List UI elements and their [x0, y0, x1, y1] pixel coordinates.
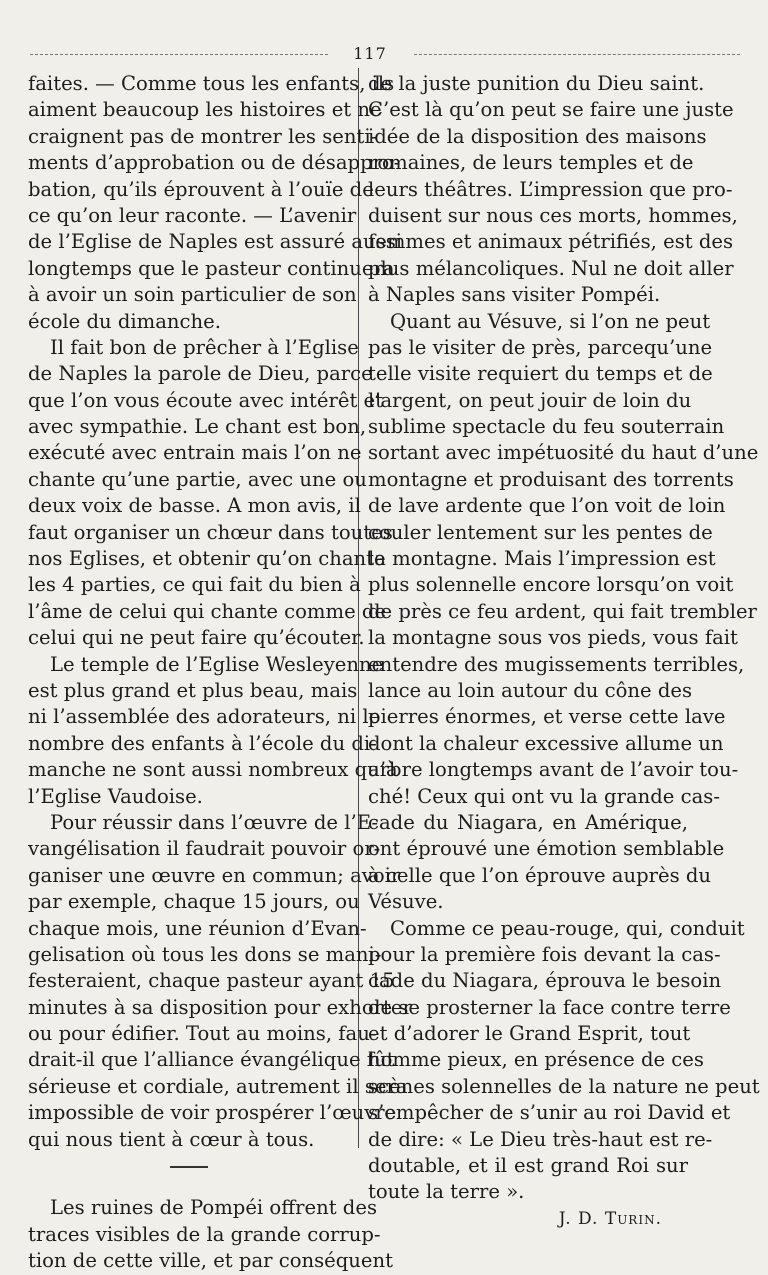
text-line: ni l’assemblée des adorateurs, ni le: [28, 705, 381, 729]
text-line: plus solennelle encore lorsqu’on voit: [368, 573, 734, 597]
page-header: [30, 44, 740, 64]
text-line: la montagne. Mais l’impression est: [368, 547, 716, 571]
text-line: arbre longtemps avant de l’avoir tou-: [368, 758, 739, 782]
text-line: romaines, de leurs temples et de: [368, 151, 694, 175]
text-line: de la juste punition du Dieu saint.: [368, 72, 705, 95]
text-line: de se prosterner la face contre terre: [368, 995, 731, 1019]
text-line: Quant au Vésuve, si l’on ne peut: [390, 309, 711, 333]
text-line: aiment beaucoup les histoires et ne: [28, 98, 382, 122]
text-line: entendre des mugissements terribles,: [368, 652, 745, 676]
text-line: sortant avec impétuosité du haut d’une: [368, 441, 759, 465]
text-line: leurs théâtres. L’impression que pro-: [368, 177, 733, 201]
text-line: de l’Eglise de Naples est assuré aussi: [28, 230, 403, 254]
text-line: craignent pas de montrer les senti-: [28, 124, 378, 148]
text-line: telle visite requiert du temps et de: [368, 362, 713, 386]
text-line: duisent sur nous ces morts, hommes,: [368, 203, 738, 227]
text-line: est plus grand et plus beau, mais: [28, 678, 358, 702]
text-line: à Naples sans visiter Pompéi.: [368, 283, 661, 307]
text-line: qui nous tient à cœur à tous.: [28, 1127, 315, 1151]
text-line: et d’adorer le Grand Esprit, tout: [368, 1022, 691, 1046]
text-line: à avoir un soin particulier de son: [28, 283, 357, 307]
text-line: faut organiser un chœur dans toutes: [28, 520, 393, 544]
text-line: scènes solennelles de la nature ne peut: [368, 1074, 760, 1098]
text-line: de dire: « Le Dieu très-haut est re-: [368, 1127, 713, 1151]
author-signature: [368, 1206, 688, 1232]
text-line: impossible de voir prospérer l’œuvre: [28, 1101, 397, 1125]
text-line: la montagne sous vos pieds, vous fait: [368, 626, 738, 650]
text-line: lance au loin autour du cône des: [368, 678, 693, 702]
text-line: toute la terre ».: [368, 1180, 525, 1204]
text-line: chaque mois, une réunion d’Evan-: [28, 916, 367, 940]
text-line: s’empêcher de s’unir au roi David et: [368, 1101, 731, 1125]
text-line: ou pour édifier. Tout au moins, fau-: [28, 1022, 377, 1046]
text-line: l’Eglise Vaudoise.: [28, 784, 203, 808]
text-line: traces visibles de la grande corrup-: [28, 1222, 381, 1246]
text-line: que l’on vous écoute avec intérêt et: [28, 388, 384, 412]
text-line: cade du Niagara, éprouva le besoin: [368, 969, 722, 993]
text-line: ce qu’on leur raconte. — L’avenir: [28, 203, 357, 227]
text-line: idée de la disposition des maisons: [368, 124, 707, 148]
section-separator: [28, 1153, 352, 1179]
text-line: avec sympathie. Le chant est bon,: [28, 415, 367, 439]
text-line: de près ce feu ardent, qui fait trembler: [368, 599, 757, 623]
text-line: les 4 parties, ce qui fait du bien à: [28, 573, 361, 597]
text-line: nos Eglises, et obtenir qu’on chante: [28, 547, 386, 571]
text-line: tion de cette ville, et par conséquent: [28, 1249, 394, 1273]
text-line: ont éprouvé une émotion semblable: [368, 837, 725, 861]
text-line: école du dimanche.: [28, 309, 221, 333]
text-line: Le temple de l’Eglise Wesleyenne: [50, 652, 384, 676]
text-line: nombre des enfants à l’école du di-: [28, 731, 377, 755]
text-line: de lave ardente que l’on voit de loin: [368, 494, 726, 518]
text-line: Les ruines de Pompéi offrent des: [50, 1196, 377, 1220]
text-line: dont la chaleur excessive allume un: [368, 731, 724, 755]
text-line: chante qu’une partie, avec une ou: [28, 467, 367, 491]
text-line: ments d’approbation ou de désappro-: [28, 151, 401, 175]
signature-initials: J. D.: [558, 1208, 599, 1229]
text-line: ché! Ceux qui ont vu la grande cas-: [368, 784, 720, 808]
text-line: homme pieux, en présence de ces: [368, 1048, 704, 1072]
text-line: l’argent, on peut jouir de loin du: [368, 388, 692, 412]
text-line: sérieuse et cordiale, autrement il sera: [28, 1074, 408, 1098]
text-line: drait-il que l’alliance évangélique fût: [28, 1048, 395, 1072]
text-line: montagne et produisant des torrents: [368, 467, 734, 491]
text-line: minutes à sa disposition pour exhorter: [28, 995, 412, 1019]
text-line: celui qui ne peut faire qu’écouter.: [28, 626, 365, 650]
page-number: 117: [353, 44, 387, 63]
text-line: vangélisation il faudrait pouvoir or-: [28, 837, 381, 861]
text-line: gelisation où tous les dons se mani-: [28, 942, 382, 966]
right-column: [368, 71, 760, 1232]
header-rule-right: [414, 54, 740, 55]
text-line: longtemps que le pasteur continuera: [28, 256, 395, 280]
text-line: l’âme de celui qui chante comme de: [28, 599, 387, 623]
text-line: femmes et animaux pétrifiés, est des: [368, 230, 734, 254]
text-line: exécuté avec entrain mais l’on ne: [28, 441, 362, 465]
text-line: C’est là qu’on peut se faire une juste: [368, 98, 734, 122]
text-line: Il fait bon de prêcher à l’Eglise: [50, 335, 359, 359]
text-line: festeraient, chaque pasteur ayant 15: [28, 969, 395, 993]
text-line: sublime spectacle du feu souterrain: [368, 415, 725, 439]
text-line: par exemple, chaque 15 jours, ou: [28, 890, 360, 914]
text-line: faites. — Comme tous les enfants, ils: [28, 72, 395, 95]
text-line: Pour réussir dans l’œuvre de l’E-: [50, 810, 378, 834]
text-line: pas le visiter de près, parcequ’une: [368, 335, 713, 359]
text-line: Vésuve.: [368, 890, 444, 914]
text-line: à celle que l’on éprouve auprès du: [368, 863, 712, 887]
text-line: cade du Niagara, en Amérique,: [368, 810, 688, 834]
text-line: couler lentement sur les pentes de: [368, 520, 713, 544]
text-line: pour la première fois devant la cas-: [368, 942, 721, 966]
text-line: doutable, et il est grand Roi sur: [368, 1154, 688, 1178]
text-line: de Naples la parole de Dieu, parce: [28, 362, 373, 386]
text-line: Comme ce peau-rouge, qui, conduit: [390, 916, 745, 940]
text-line: manche ne sont aussi nombreux qu’à: [28, 758, 398, 782]
text-line: ganiser une œuvre en commun; avoir: [28, 863, 401, 887]
text-line: pierres énormes, et verse cette lave: [368, 705, 726, 729]
text-line: deux voix de basse. A mon avis, il: [28, 494, 361, 518]
header-rule-left: [30, 54, 328, 55]
text-line: plus mélancoliques. Nul ne doit aller: [368, 256, 734, 280]
text-line: bation, qu’ils éprouvent à l’ouïe de: [28, 177, 374, 201]
signature-name: Turin.: [604, 1208, 662, 1229]
